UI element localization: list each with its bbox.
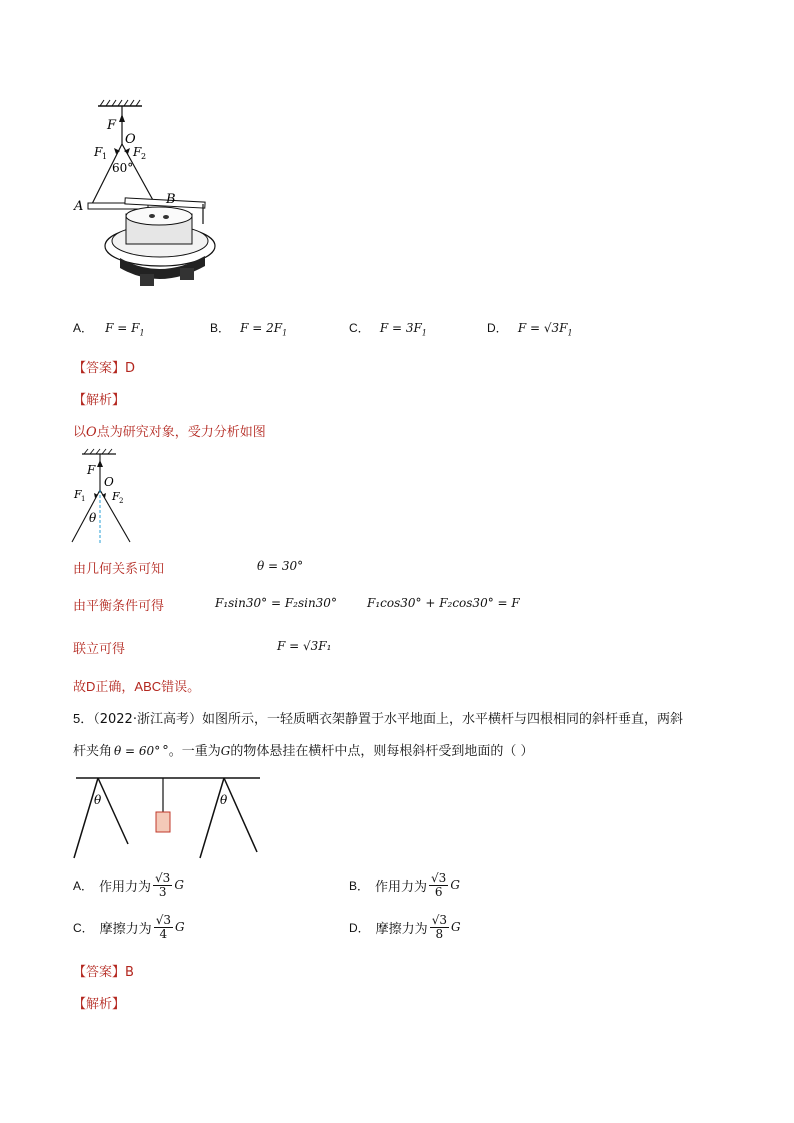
svg-text:2: 2	[119, 497, 124, 505]
geometry-text: 由几何关系可知	[73, 562, 165, 577]
figure-3-drying-rack	[70, 774, 270, 864]
svg-text:F: F	[133, 145, 142, 159]
figure-1-millstone	[70, 96, 220, 296]
figure-2-svg	[70, 446, 150, 546]
svg-text:F: F	[87, 463, 96, 477]
label-F: F	[107, 118, 117, 133]
figure-3-svg	[70, 774, 270, 864]
balance-formula-2: F₁cos30° + F₂cos30° = F	[367, 596, 520, 610]
q5-line-1: 5．（2022·浙江高考）如图所示，一轻质晒衣架静置于水平地面上，水平横杆与四根相同的斜杆垂直，两斜	[73, 711, 683, 727]
svg-text:2: 2	[141, 152, 147, 161]
svg-text:θ: θ	[220, 793, 228, 807]
q4-option-c[interactable]: C． $F = 3F_1$	[349, 321, 427, 338]
figure-2-force-analysis	[70, 446, 150, 546]
label-O: O	[125, 132, 136, 147]
q4-analysis-intro: 以O点为研究对象，受力分析如图	[73, 425, 266, 440]
svg-text:1: 1	[81, 495, 86, 503]
q5-option-d[interactable]: D． 摩擦力为 $\frac{√3}{8}$ G	[349, 913, 461, 941]
q4-analysis-label: 【解析】	[73, 393, 126, 408]
geometry-formula: θ = 30°	[257, 559, 304, 573]
svg-text:F: F	[112, 490, 120, 503]
combine-formula: F = √3F₁	[277, 639, 332, 653]
q4-option-a[interactable]: A． $F = F_1$	[73, 321, 145, 338]
svg-text:F: F	[94, 145, 103, 159]
q5-analysis-label: 【解析】	[73, 997, 126, 1012]
svg-text:O: O	[104, 475, 114, 489]
combine-text: 联立可得	[73, 642, 126, 657]
svg-text:F: F	[74, 488, 82, 501]
q4-option-b[interactable]: B． $F = 2F_1$	[210, 321, 288, 338]
balance-formula-1: F₁sin30° = F₂sin30°	[215, 596, 337, 610]
svg-text:B: B	[166, 192, 176, 207]
q4-conclusion: 故D正确，ABC错误。	[73, 679, 201, 695]
svg-text:A: A	[74, 199, 84, 214]
svg-text:θ: θ	[89, 511, 97, 525]
svg-text:θ: θ	[94, 793, 102, 807]
q5-option-c[interactable]: C． 摩擦力为 $\frac{√3}{4}$ G	[73, 913, 185, 941]
q5-option-b[interactable]: B． 作用力为 $\frac{√3}{6}$ G	[349, 871, 460, 899]
balance-text: 由平衡条件可得	[73, 599, 165, 614]
q4-answer: 【答案】D	[73, 361, 136, 376]
svg-text:1: 1	[102, 152, 108, 161]
q5-line-2: 杆夹角 θ = 60° °。一重为G的物体悬挂在横杆中点，则每根斜杆受到地面的（ ）	[73, 744, 534, 759]
figure-1-svg	[70, 96, 220, 296]
q5-answer: 【答案】B	[73, 965, 134, 980]
q5-option-a[interactable]: A． 作用力为 $\frac{√3}{3}$ G	[73, 871, 184, 899]
q4-option-d[interactable]: D． $F = √3F_1$	[487, 321, 573, 338]
label-angle: 60°	[112, 161, 134, 175]
